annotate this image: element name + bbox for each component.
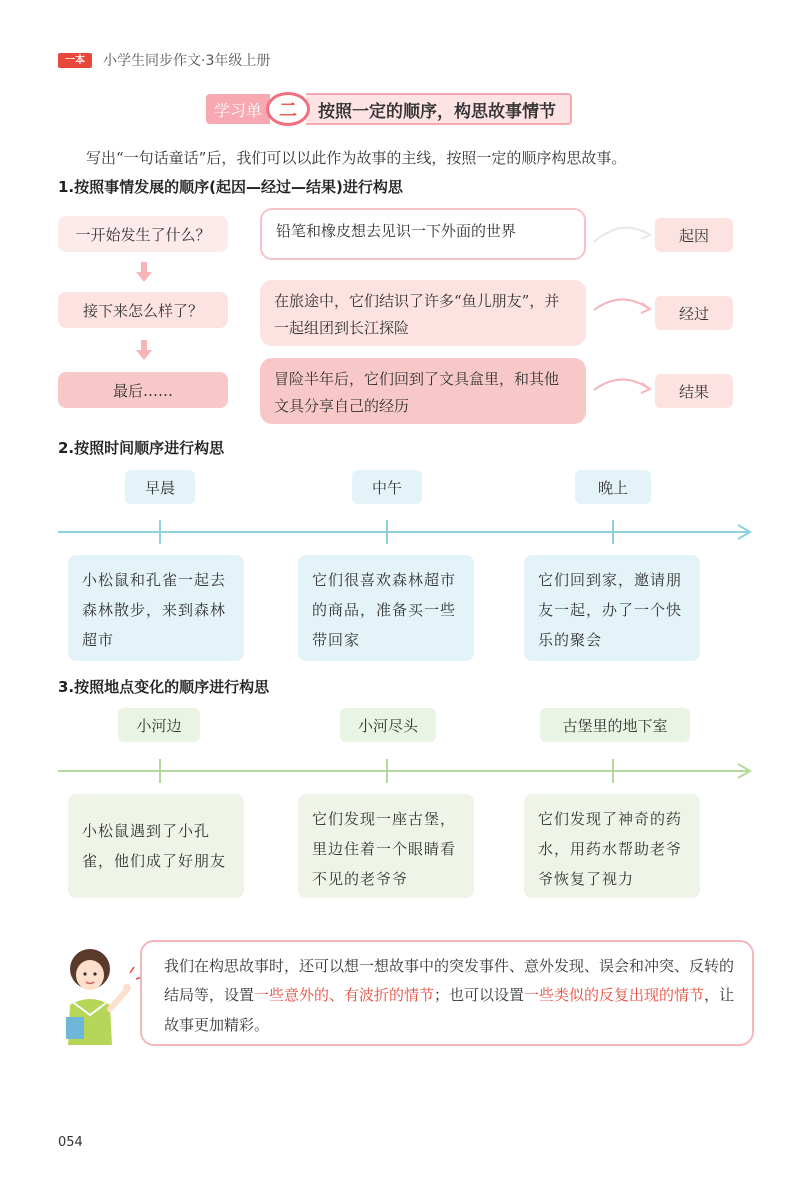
timeline-label: 早晨 [125,470,195,504]
curved-arrows [586,210,656,410]
timeline-card: 它们发现了神奇的药水，用药水帮助老爷爷恢复了视力 [524,794,700,898]
section2-heading: 2.按照时间顺序进行构思 [58,439,225,457]
teacher-note [140,940,754,1046]
book-title: 小学生同步作文·3年级上册 [103,53,271,69]
intro-paragraph: 写出“一句话童话”后，我们可以以此作为故事的主线，按照一定的顺序构思故事。 [86,149,627,167]
timeline-card: 小松鼠遇到了小孔雀，他们成了好朋友 [68,794,244,898]
page-number: 054 [58,1135,83,1150]
section-banner [206,92,572,126]
curved-arrow-icon [594,379,648,390]
section1-heading: 1.按照事情发展的顺序(起因—经过—结果)进行构思 [58,178,403,196]
stage-tag: 经过 [655,296,733,330]
question-box: 接下来怎么样了？ [58,292,228,328]
timeline-axis [58,518,758,548]
note-highlight: 一些类似的反复出现的情节 [524,986,705,1005]
teacher-illustration-icon [56,945,142,1050]
down-arrow-icon [141,262,147,272]
note-text: 我们在构思故事时，还可以想一想故事中的突发事件、意外发现、误会和冲突、反转的结局等，设置 [164,957,735,1005]
answer-box: 冒险半年后，它们回到了文具盒里，和其他文具分享自己的经历 [260,358,586,424]
note-text: ；也可以设置 [434,986,525,1005]
timeline-label: 小河边 [118,708,200,742]
timeline-card: 它们发现一座古堡，里边住着一个眼睛看不见的老爷爷 [298,794,474,898]
stage-tag: 结果 [655,374,733,408]
curved-arrow-icon [594,299,648,310]
location-axis [58,757,758,787]
timeline-card: 它们回到家，邀请朋友一起，办了一个快乐的聚会 [524,555,700,661]
publisher-logo: 一本 [58,53,92,68]
note-text: ，让故事更加精彩。 [164,986,735,1034]
question-box: 一开始发生了什么？ [58,216,228,252]
note-highlight: 一些意外的、有波折的情节 [254,986,435,1005]
answer-box: 在旅途中，它们结识了许多“鱼儿朋友”，并一起组团到长江探险 [260,280,586,346]
banner-number: 二 [266,92,310,126]
timeline-label: 古堡里的地下室 [540,708,690,742]
banner-tag: 学习单 [206,94,270,124]
curved-arrow-icon [594,228,648,242]
timeline-card: 小松鼠和孔雀一起去森林散步，来到森林超市 [68,555,244,661]
timeline-label: 中午 [352,470,422,504]
banner-title: 按照一定的顺序，构思故事情节 [306,93,572,125]
down-arrow-icon [136,350,152,360]
timeline-label: 小河尽头 [340,708,436,742]
question-box: 最后…… [58,372,228,408]
timeline-card: 它们很喜欢森林超市的商品，准备买一些带回家 [298,555,474,661]
answer-box: 铅笔和橡皮想去见识一下外面的世界 [260,208,586,260]
down-arrow-icon [136,272,152,282]
timeline-label: 晚上 [575,470,651,504]
section3-heading: 3.按照地点变化的顺序进行构思 [58,678,270,696]
down-arrow-icon [141,340,147,350]
stage-tag: 起因 [655,218,733,252]
